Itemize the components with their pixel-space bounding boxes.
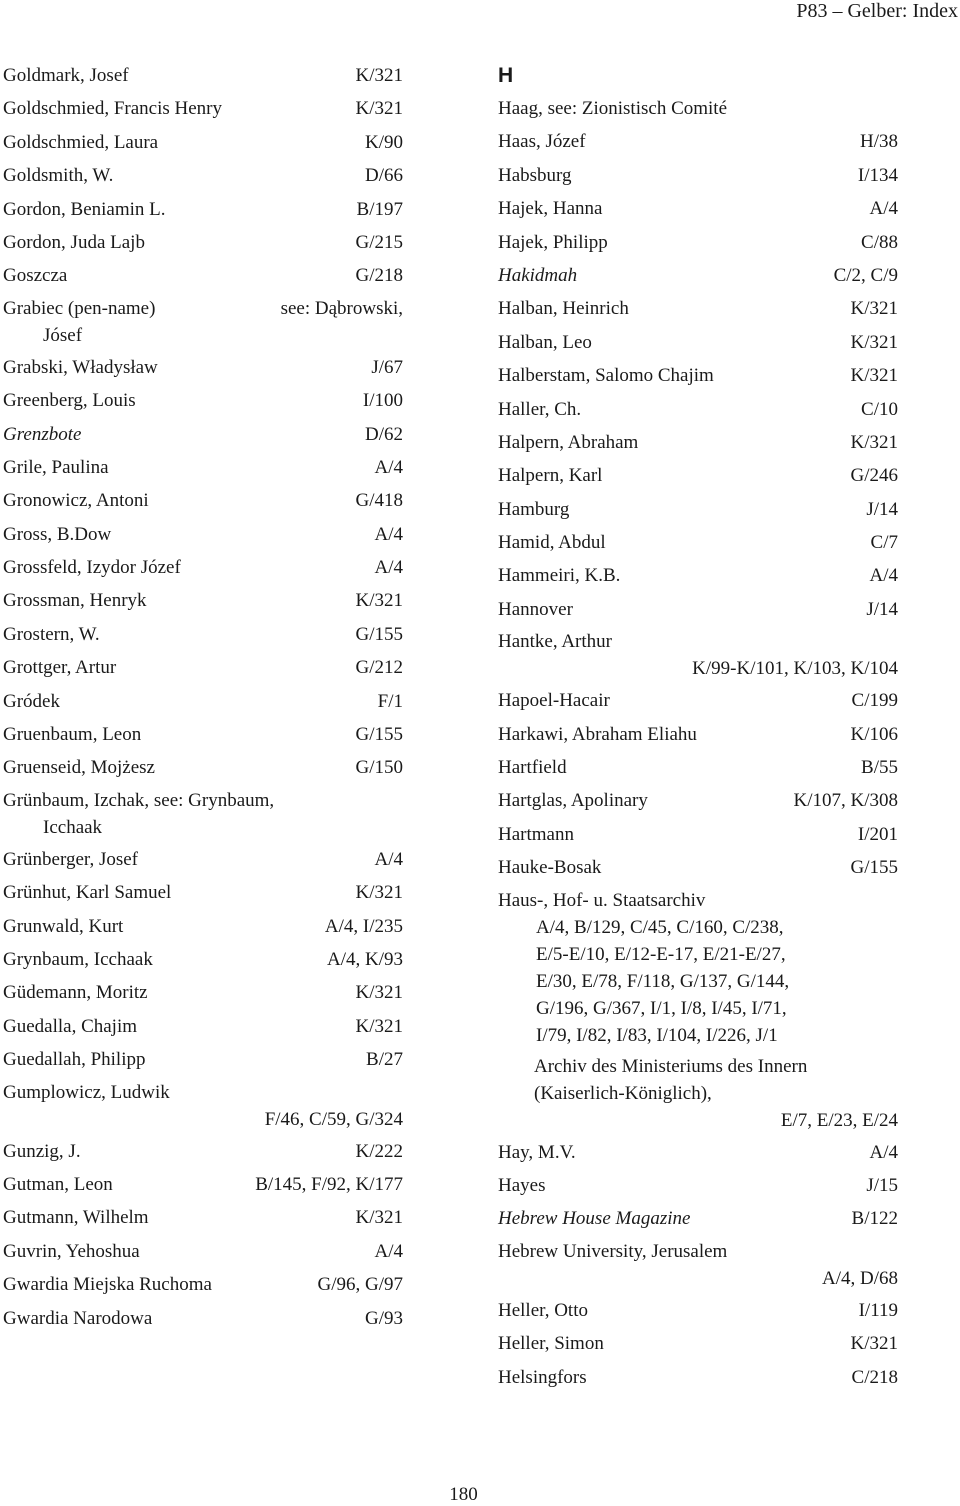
index-entry [3,1270,403,1303]
index-entry [498,887,898,1138]
entry-ref: B/27 [366,1049,403,1071]
entry-term-line [498,887,898,914]
index-entry [498,1363,898,1396]
index-entry [3,195,403,228]
entry-term: Goldmark, Josef [3,65,129,86]
running-header: P83 – Gelber: Index [796,0,958,22]
entry-ref: G/155 [355,623,403,645]
entry-ref: A/4 [374,1240,403,1262]
entry-ref: G/96, G/97 [317,1274,403,1296]
index-column-left [3,61,403,1337]
entry-term: Hammeiri, K.B. [498,565,621,587]
entry-term: Goszcza [3,265,68,287]
entry-term: Halban, Leo [498,331,592,353]
entry-ref: I/134 [857,164,898,186]
entry-ref: C/199 [851,690,898,712]
entry-ref: G/418 [355,490,403,512]
index-entry [3,353,403,386]
entry-refs-line: G/196, G/367, I/1, I/8, I/45, I/71, [536,997,787,1019]
entry-term: Greenberg, Louis [3,390,136,412]
index-entry [3,520,403,553]
index-entry [498,1171,898,1204]
index-entry [498,294,898,327]
entry-term: Grunwald, Kurt [3,915,124,937]
index-entry [498,94,898,127]
entry-refs-line: I/79, I/82, I/83, I/104, I/226, J/1 [536,1024,778,1046]
index-entry [498,720,898,753]
entry-refs-block: F/46, C/59, G/324 [264,1108,403,1130]
entry-ref: see: Dąbrowski, [280,297,403,319]
entry-term: Hapoel-Hacair [498,690,610,712]
entry-term: Hakidmah [498,264,578,286]
entry-term-line [498,1238,898,1265]
page-number: 180 [449,1484,478,1505]
index-entry [3,61,403,94]
index-entry [3,1012,403,1045]
index-entry [498,1329,898,1362]
entry-ref: A/4 [374,456,403,478]
entry-term: Heller, Simon [498,1333,604,1355]
index-entry [498,820,898,853]
entry-term: Gwardia Miejska Ruchoma [3,1274,212,1296]
index-entry [3,386,403,419]
entry-ref: G/155 [850,857,898,879]
index-entry [498,395,898,428]
index-entries-h [498,94,898,1396]
index-entry [3,586,403,619]
entry-term: Gordon, Beniamin L. [3,198,166,220]
entry-term: Haag, see: Zionistisch Comité [498,98,728,119]
entry-term: Grossman, Henryk [3,590,147,612]
index-entry [3,653,403,686]
entry-term: Gruenseid, Mojżesz [3,757,155,779]
entry-ref: G/246 [850,465,898,487]
entry-ref: K/321 [355,65,403,86]
index-entry [3,945,403,978]
entry-ref: A/4 [869,565,898,587]
entry-ref: J/15 [866,1174,898,1196]
index-entry [3,1045,403,1078]
index-entry [498,1238,898,1296]
index-entry [3,787,403,845]
entry-ref: D/62 [365,423,403,445]
entry-refs-line: A/4, B/129, C/45, C/160, C/238, [536,916,784,938]
index-entry [3,912,403,945]
entry-refs-line: E/30, E/78, F/118, G/137, G/144, [536,970,790,992]
entry-term-line [3,295,403,322]
entry-term: Goldschmied, Laura [3,131,159,153]
entry-ref: B/122 [851,1208,898,1230]
entry-term: Hamid, Abdul [498,532,606,554]
entry-subterm: Archiv des Ministeriums des Innern [534,1055,808,1077]
entry-term: Gruenbaum, Leon [3,724,142,746]
entry-ref: K/106 [850,723,898,745]
index-entry [3,878,403,911]
entry-ref: K/90 [365,131,403,153]
entry-ref: K/321 [355,98,403,120]
entry-ref: G/212 [355,657,403,679]
entry-ref: G/93 [365,1307,403,1329]
index-entry [498,361,898,394]
entry-ref: K/107, K/308 [793,790,898,812]
index-entry [3,1304,403,1337]
index-entry [498,161,898,194]
index-entry [3,1203,403,1236]
entry-ref: B/197 [356,198,403,220]
entry-term: Halberstam, Salomo Chajim [498,365,714,387]
entry-ref: A/4, I/235 [324,915,403,937]
entry-term: Haller, Ch. [498,398,582,420]
entry-term-continuation: Icchaak [43,816,103,838]
index-column-right [498,61,898,1396]
index-entry [498,853,898,886]
entry-ref: C/10 [861,398,898,420]
entry-term: Hajek, Hanna [498,198,603,220]
entry-ref: K/321 [355,590,403,612]
entry-term-line [3,1079,403,1106]
index-entry [498,628,898,686]
index-entry [3,420,403,453]
entry-ref: K/321 [850,331,898,353]
entry-term: Halpern, Abraham [498,431,639,453]
index-entry [498,228,898,261]
entry-ref: J/14 [866,598,898,620]
index-entry [3,753,403,786]
entry-refs-block: K/99-K/101, K/103, K/104 [692,658,898,680]
entry-term: Haas, Józef [498,131,586,153]
entry-ref: K/321 [850,365,898,387]
entry-term: Grabiec (pen-name) [3,297,156,319]
entry-ref: B/55 [861,757,898,779]
entry-term: Grünhut, Karl Samuel [3,882,172,904]
entry-term: Hartglas, Apolinary [498,790,648,812]
entry-term: Hay, M.V. [498,1141,576,1163]
entry-term: Güdemann, Moritz [3,982,148,1004]
index-entry [498,595,898,628]
index-entry [498,1138,898,1171]
index-entry [3,228,403,261]
entry-term: Grile, Paulina [3,456,109,478]
entry-term: Grünberger, Josef [3,848,139,870]
entry-term: Gross, B.Dow [3,523,112,545]
index-entry [3,553,403,586]
entry-ref: A/4, K/93 [327,948,403,970]
entry-subterm-refs: E/7, E/23, E/24 [780,1109,898,1131]
entry-ref: I/201 [857,823,898,845]
index-entry [3,1170,403,1203]
index-entry [3,845,403,878]
index-entry [3,94,403,127]
entry-term: Guvrin, Yehoshua [3,1240,140,1262]
entry-ref: C/7 [870,532,898,554]
index-entry [498,1296,898,1329]
index-entry [498,428,898,461]
entry-ref: K/321 [355,982,403,1004]
index-entry [3,1079,403,1137]
entry-term: Goldschmied, Francis Henry [3,98,222,120]
entry-ref: K/321 [355,1015,403,1037]
entry-term: Gwardia Narodowa [3,1307,153,1329]
entry-term: Hauke-Bosak [498,857,602,879]
entry-term: Grottger, Artur [3,657,117,679]
entry-term: Grabski, Władysław [3,356,158,378]
entry-ref: A/4 [374,523,403,545]
index-entry [498,461,898,494]
entry-term: Guedalla, Chajim [3,1015,138,1037]
entry-term: Halpern, Karl [498,465,603,487]
index-entry [3,1137,403,1170]
entry-term: Gordon, Juda Lajb [3,231,145,253]
entry-ref: C/218 [851,1366,898,1388]
entry-term: Grenzbote [3,423,82,445]
index-entry [3,486,403,519]
index-entry [498,328,898,361]
entry-term: Halban, Heinrich [498,298,629,320]
entry-ref: A/4 [374,557,403,579]
entry-ref: D/66 [365,165,403,187]
entry-ref: J/14 [866,498,898,520]
entry-ref: I/100 [362,390,403,412]
index-entry [498,495,898,528]
entry-ref: A/4 [374,848,403,870]
entry-term: Goldsmith, W. [3,165,114,187]
entry-ref: B/145, F/92, K/177 [255,1173,403,1195]
entry-term: Hebrew House Magazine [498,1208,691,1230]
entry-ref: K/321 [355,1207,403,1229]
index-entry [498,1204,898,1237]
entry-term: Harkawi, Abraham Eliahu [498,723,697,745]
index-entry [498,261,898,294]
entry-term: Gutmann, Wilhelm [3,1207,149,1229]
entry-ref: A/4 [869,1141,898,1163]
entry-term: Hajek, Philipp [498,231,608,253]
entry-term: Gunzig, J. [3,1140,81,1162]
entry-term: Hannover [498,598,573,620]
entry-ref: A/4 [869,198,898,220]
index-entry [498,561,898,594]
entry-term: Hebrew University, Jerusalem [498,1240,728,1262]
entry-term-continuation: Jósef [43,324,83,346]
entry-ref: K/321 [850,1333,898,1355]
entry-ref: C/88 [861,231,898,253]
entry-term: Hartfield [498,757,567,779]
entry-term: Guedallah, Philipp [3,1049,146,1071]
entry-term: Hayes [498,1174,546,1196]
index-entry [3,261,403,294]
index-entry [3,620,403,653]
entry-ref: J/67 [371,356,403,378]
entry-term: Gronowicz, Antoni [3,490,149,512]
entry-term: Habsburg [498,164,572,186]
entry-refs-block: A/4, D/68 [822,1267,898,1289]
index-entry [498,753,898,786]
entry-ref: G/215 [355,231,403,253]
index-entry [3,295,403,353]
entry-term: Hantke, Arthur [498,631,612,653]
entry-ref: G/218 [355,265,403,287]
entry-subterm-continuation: (Kaiserlich-Königlich), [534,1082,712,1104]
entry-ref: H/38 [860,131,898,153]
entry-term: Gutman, Leon [3,1173,113,1195]
entry-refs-line: E/5-E/10, E/12-E-17, E/21-E/27, [536,943,786,965]
entry-term: Grynbaum, Icchaak [3,948,153,970]
entry-term: Hamburg [498,498,570,520]
entry-term: Hartmann [498,823,574,845]
entry-term-line [3,787,403,814]
entry-term: Haus-, Hof- u. Staatsarchiv [498,889,706,911]
entry-ref: G/150 [355,757,403,779]
entry-term: Helsingfors [498,1366,587,1388]
index-entry [3,978,403,1011]
entry-ref: K/321 [355,882,403,904]
entry-ref: K/321 [850,298,898,320]
index-entry [3,687,403,720]
entry-ref: K/222 [355,1140,403,1162]
entry-ref: I/119 [858,1299,898,1321]
entry-ref: F/1 [377,690,403,712]
index-entry [498,127,898,160]
entry-ref: C/2, C/9 [833,264,898,286]
entry-term: Grünbaum, Izchak, see: Grynbaum, [3,789,275,811]
index-entry [498,686,898,719]
index-entry [3,161,403,194]
entry-term: Grostern, W. [3,623,100,645]
entry-term: Heller, Otto [498,1299,588,1321]
index-entry [3,720,403,753]
section-letter: H [498,64,514,87]
index-entry [498,786,898,819]
index-entry [498,528,898,561]
entry-term: Gumplowicz, Ludwik [3,1081,170,1103]
entry-term: Gródek [3,690,60,712]
index-entry [3,1237,403,1270]
entry-term-line [498,628,898,655]
index-entry [3,128,403,161]
entry-ref: G/155 [355,724,403,746]
index-entry [498,194,898,227]
index-entry [3,453,403,486]
entry-ref: K/321 [850,431,898,453]
entry-term: Grossfeld, Izydor Józef [3,557,181,579]
